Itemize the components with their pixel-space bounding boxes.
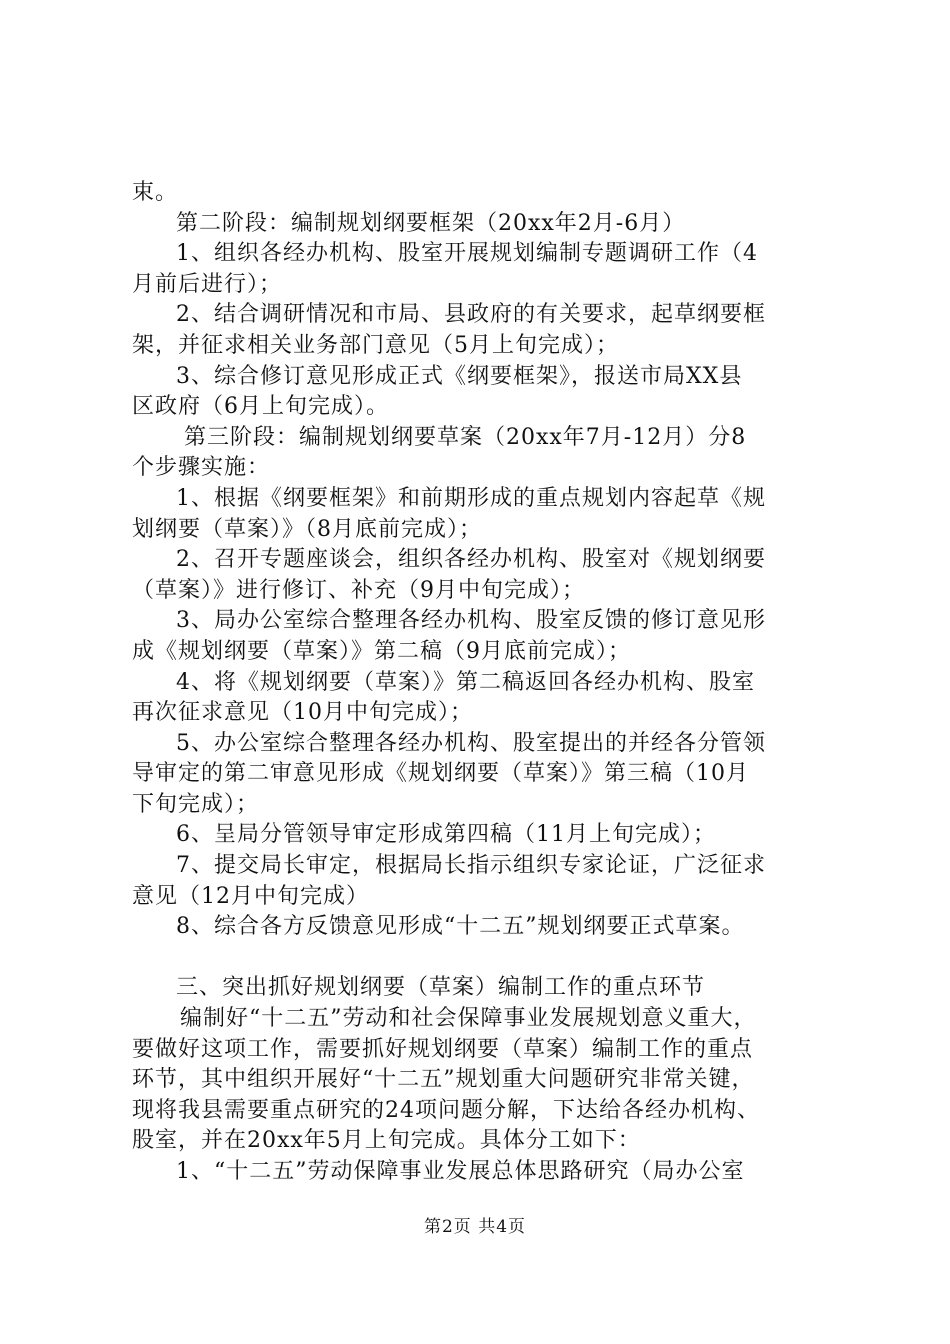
text-line: 6、呈局分管领导审定形成第四稿（11月上旬完成）； bbox=[176, 822, 716, 848]
text-line: 1、根据《纲要框架》和前期形成的重点规划内容起草《规 bbox=[176, 485, 766, 511]
text-line: （草案）》进行修订、补充（9月中旬完成）； bbox=[132, 577, 585, 603]
text-line: 编制好“十二五”劳动和社会保障事业发展规划意义重大， bbox=[180, 1006, 757, 1032]
text-line: 环节，其中组织开展好“十二五”规划重大问题研究非常关键， bbox=[132, 1067, 755, 1093]
text-line: 5、办公室综合整理各经办机构、股室提出的并经各分管领 bbox=[176, 730, 766, 756]
text-line: 个步骤实施： bbox=[132, 455, 271, 481]
text-line: 再次征求意见（10月中旬完成）； bbox=[132, 700, 473, 726]
text-line: 导审定的第二审意见形成《规划纲要（草案）》第三稿（10月 bbox=[132, 761, 749, 787]
text-line: 要做好这项工作，需要抓好规划纲要（草案）编制工作的重点 bbox=[132, 1036, 754, 1062]
text-line: 7、提交局长审定，根据局长指示组织专家论证，广泛征求 bbox=[176, 853, 766, 879]
text-line: 3、综合修订意见形成正式《纲要框架》，报送市局XX县 bbox=[176, 363, 743, 389]
stage-three-heading: 第三阶段：编制规划纲要草案（20xx年7月-12月）分8 bbox=[184, 424, 747, 450]
text-line: 4、将《规划纲要（草案）》第二稿返回各经办机构、股室 bbox=[176, 669, 755, 695]
text-line: 1、“十二五”劳动保障事业发展总体思路研究（局办公室 bbox=[176, 1159, 745, 1184]
stage-two-heading: 第二阶段：编制规划纲要框架（20xx年2月-6月） bbox=[176, 210, 686, 236]
text-line: 现将我县需要重点研究的24项问题分解，下达给各经办机构、 bbox=[132, 1097, 760, 1123]
text-line: 8、综合各方反馈意见形成“十二五”规划纲要正式草案。 bbox=[176, 914, 745, 940]
text-line: 意见（12月中旬完成） bbox=[132, 883, 369, 909]
text-line: 架，并征求相关业务部门意见（5月上旬完成）； bbox=[132, 332, 619, 358]
text-line: 2、结合调研情况和市局、县政府的有关要求，起草纲要框 bbox=[176, 302, 766, 328]
text-line: 3、局办公室综合整理各经办机构、股室反馈的修订意见形 bbox=[176, 608, 766, 634]
page-number-footer: 第2页 共4页 bbox=[423, 1217, 527, 1237]
text-line: 股室，并在20xx年5月上旬完成。具体分工如下： bbox=[132, 1128, 641, 1154]
text-line: 2、召开专题座谈会，组织各经办机构、股室对《规划纲要 bbox=[176, 547, 766, 573]
blank-line bbox=[132, 943, 832, 974]
text-line: 1、组织各经办机构、股室开展规划编制专题调研工作（4 bbox=[176, 241, 758, 267]
text-line: 区政府（6月上旬完成）。 bbox=[132, 394, 389, 420]
text-line: 束。 bbox=[132, 180, 179, 205]
text-line: 划纲要（草案）》（8月底前完成）； bbox=[132, 516, 482, 542]
text-line: 下旬完成）； bbox=[132, 791, 260, 817]
text-line: 月前后进行）； bbox=[132, 271, 283, 297]
document-body bbox=[132, 178, 832, 1188]
section-three-heading: 三、突出抓好规划纲要（草案）编制工作的重点环节 bbox=[176, 975, 706, 1001]
text-line: 成《规划纲要（草案）》第二稿（9月底前完成）； bbox=[132, 638, 631, 664]
